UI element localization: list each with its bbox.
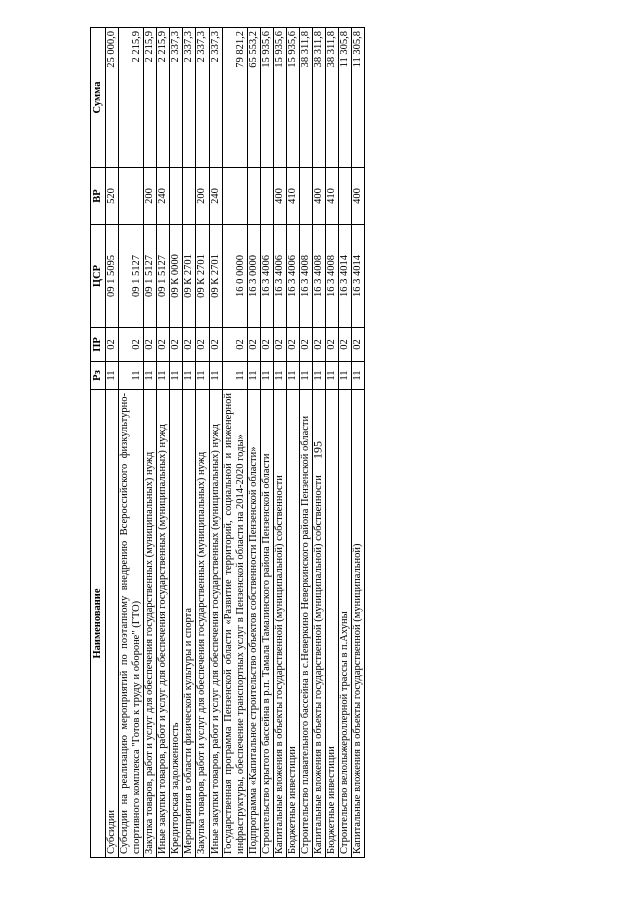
cell-sum: 2 337,3 [170,28,183,168]
cell-name: Капитальные вложения в объекты государственной (муниципальной) [352,390,365,858]
cell-csr: 16 3 4006 [273,225,286,328]
cell-pr: 02 [260,328,273,362]
cell-csr: 09 1 5095 [106,225,119,328]
cell-vr: 400 [313,168,326,225]
cell-vr [183,168,196,225]
table-row [313,28,326,858]
cell-sum: 79 821,2 [222,28,247,168]
cell-csr: 16 3 4006 [260,225,273,328]
cell-rz: 11 [326,362,339,390]
cell-pr: 02 [352,328,365,362]
cell-vr [170,168,183,225]
cell-sum: 11 305,8 [339,28,352,168]
cell-pr: 02 [247,328,260,362]
cell-sum: 38 311,8 [299,28,312,168]
cell-name: Государственная программа Пензенской области «Развитие территорий, социальной и инженерной инфраструктуры, обеспечение транспортных услуг в Пензенской области на 2014-2020 годы» [222,390,247,858]
header-pr: ПР [91,328,106,362]
cell-vr [119,168,144,225]
cell-name: Бюджетные инвестиции [326,390,339,858]
cell-csr: 09 К 0000 [170,225,183,328]
cell-name: Иные закупки товаров, работ и услуг для обеспечения государственных (муниципальных) нужд [157,390,170,858]
cell-sum: 25 000,0 [106,28,119,168]
cell-name: Бюджетные инвестиции [286,390,299,858]
table-row [106,28,119,858]
header-sum: Сумма [91,28,106,168]
cell-rz: 11 [157,362,170,390]
cell-csr: 09 1 5127 [157,225,170,328]
cell-vr [222,168,247,225]
cell-sum: 2 215,9 [157,28,170,168]
cell-csr: 16 3 4008 [313,225,326,328]
cell-sum: 2 215,9 [144,28,157,168]
cell-csr: 16 3 4006 [286,225,299,328]
cell-csr: 09 1 5127 [119,225,144,328]
cell-rz: 11 [273,362,286,390]
header-csr: ЦСР [91,225,106,328]
rotated-table-container [90,28,560,858]
cell-pr: 02 [157,328,170,362]
cell-csr: 16 3 4008 [299,225,312,328]
cell-name: Капитальные вложения в объекты государственной (муниципальной) собственности [313,390,326,858]
table-body [106,28,365,858]
table-row [352,28,365,858]
cell-name: Субсидии [106,390,119,858]
cell-csr: 16 3 0000 [247,225,260,328]
cell-sum: 38 311,8 [313,28,326,168]
cell-vr [260,168,273,225]
cell-rz: 11 [286,362,299,390]
cell-name: Подпрограмма «Капитальное строительство объектов собственности Пензенской области» [247,390,260,858]
table-row [339,28,352,858]
cell-vr [339,168,352,225]
cell-csr: 16 3 4008 [326,225,339,328]
table-row [157,28,170,858]
cell-vr: 400 [273,168,286,225]
header-vr: ВР [91,168,106,225]
cell-rz: 11 [247,362,260,390]
cell-vr: 520 [106,168,119,225]
cell-sum: 2 337,3 [196,28,209,168]
cell-pr: 02 [313,328,326,362]
cell-pr: 02 [196,328,209,362]
cell-rz: 11 [209,362,222,390]
cell-pr: 02 [326,328,339,362]
header-name: Наименование [91,390,106,858]
cell-rz: 11 [196,362,209,390]
cell-vr: 200 [196,168,209,225]
page-number: 195 [310,441,325,459]
table-row [299,28,312,858]
cell-pr: 02 [170,328,183,362]
cell-csr: 16 0 0000 [222,225,247,328]
table-row [247,28,260,858]
cell-vr: 200 [144,168,157,225]
table-row [196,28,209,858]
cell-name: Закупка товаров, работ и услуг для обеспечения государственных (муниципальных) нужд [196,390,209,858]
cell-pr: 02 [183,328,196,362]
cell-vr: 410 [326,168,339,225]
table-row [273,28,286,858]
cell-name: Строительство плавательного бассейна в с.Неверкино Неверкинского района Пензенской области [299,390,312,858]
cell-rz: 11 [106,362,119,390]
cell-csr: 09 К 2701 [196,225,209,328]
cell-rz: 11 [183,362,196,390]
table-row [286,28,299,858]
cell-rz: 11 [119,362,144,390]
cell-rz: 11 [352,362,365,390]
cell-pr: 02 [286,328,299,362]
table-row [260,28,273,858]
table-row [209,28,222,858]
cell-rz: 11 [299,362,312,390]
cell-name: Строительство велолыжероллерной трассы в п.Ахуны [339,390,352,858]
cell-vr [247,168,260,225]
cell-csr: 16 3 4014 [339,225,352,328]
table-row [144,28,157,858]
cell-vr: 240 [209,168,222,225]
cell-rz: 11 [339,362,352,390]
cell-sum: 15 935,6 [286,28,299,168]
cell-pr: 02 [106,328,119,362]
cell-rz: 11 [260,362,273,390]
table-header-row [91,28,106,858]
cell-pr: 02 [209,328,222,362]
cell-vr: 400 [352,168,365,225]
table-row [222,28,247,858]
cell-csr: 09 К 2701 [183,225,196,328]
cell-sum: 65 553,2 [247,28,260,168]
cell-pr: 02 [299,328,312,362]
cell-sum: 38 311,8 [326,28,339,168]
cell-name: Мероприятия в области физической культуры и спорта [183,390,196,858]
cell-rz: 11 [144,362,157,390]
cell-sum: 2 337,3 [183,28,196,168]
cell-rz: 11 [313,362,326,390]
cell-name: Кредиторская задолженность [170,390,183,858]
cell-pr: 02 [144,328,157,362]
cell-name: Строительство крытого бассейна в р.п. Тамала Тамалинского района Пензенской области [260,390,273,858]
cell-sum: 2 215,9 [119,28,144,168]
cell-sum: 11 305,8 [352,28,365,168]
cell-pr: 02 [222,328,247,362]
cell-rz: 11 [222,362,247,390]
cell-vr: 410 [286,168,299,225]
cell-vr: 240 [157,168,170,225]
budget-table [90,27,365,858]
cell-sum: 2 337,3 [209,28,222,168]
table-row [183,28,196,858]
cell-name: Капитальные вложения в объекты государственной (муниципальной) собственности [273,390,286,858]
cell-sum: 15 935,6 [260,28,273,168]
cell-csr: 09 К 2701 [209,225,222,328]
cell-vr [299,168,312,225]
cell-pr: 02 [339,328,352,362]
header-rz: Рз [91,362,106,390]
cell-name: Закупка товаров, работ и услуг для обеспечения государственных (муниципальных) нужд [144,390,157,858]
table-row [326,28,339,858]
table-row [119,28,144,858]
cell-sum: 15 935,6 [273,28,286,168]
cell-csr: 16 3 4014 [352,225,365,328]
cell-csr: 09 1 5127 [144,225,157,328]
cell-name: Субсидии на реализацию мероприятий по поэтапному внедрению Всероссийского физкультурно-спортивного комплекса "Готов к труду и обороне" (ГТО) [119,390,144,858]
cell-name: Иные закупки товаров, работ и услуг для обеспечения государственных (муниципальных) нужд [209,390,222,858]
cell-pr: 02 [119,328,144,362]
table-row [170,28,183,858]
cell-pr: 02 [273,328,286,362]
cell-rz: 11 [170,362,183,390]
